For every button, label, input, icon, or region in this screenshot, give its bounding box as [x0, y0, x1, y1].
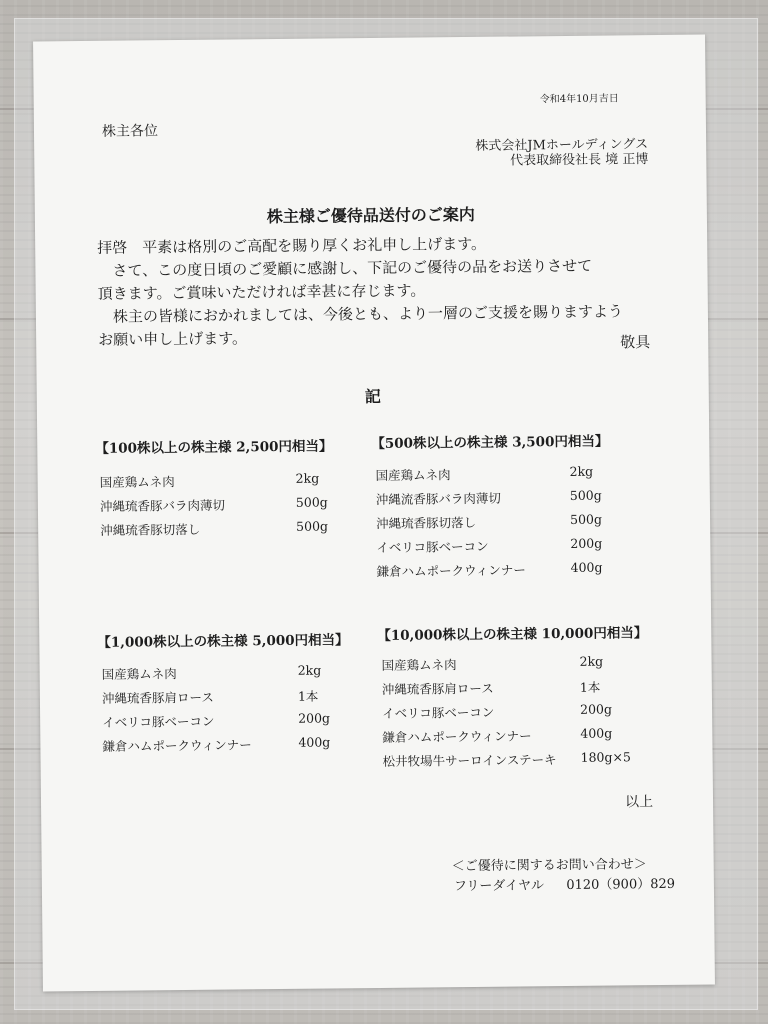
item-qty: 500g: [295, 494, 328, 510]
letter-paper: [33, 35, 715, 992]
item-qty: 180g×5: [580, 749, 631, 765]
tier-heading: 【10,000株以上の株主様 10,000円相当】: [377, 625, 648, 644]
body-line: さて、この度日頃のご愛顧に感謝し、下記のご優待の品をお送りさせて: [97, 256, 593, 280]
item-qty: 1本: [579, 679, 601, 695]
item-qty: 500g: [569, 511, 603, 527]
item-name: 国産鶏ムネ肉: [101, 666, 177, 682]
item-name: 国産鶏ムネ肉: [375, 467, 451, 483]
inquiry-title: ＜ご優待に関するお問い合わせ＞: [451, 857, 647, 875]
company-name: 株式会社JMホールディングス: [475, 137, 649, 154]
ijo-closing: 以上: [624, 794, 654, 811]
item-qty: 2kg: [295, 470, 320, 486]
item-qty: 500g: [569, 487, 602, 503]
inquiry-number: 0120（900）829: [566, 876, 676, 894]
item-name: イベリコ豚ベーコン: [382, 704, 495, 721]
tier-heading: 【1,000株以上の株主様 5,000円相当】: [97, 632, 349, 651]
body-line: 頂きます。ご賞味いただければ幸甚に存じます。: [97, 281, 426, 303]
item-name: 沖縄琉香豚切落し: [100, 521, 201, 538]
letter-date: 令和4年10月吉日: [539, 93, 619, 106]
item-qty: 200g: [298, 710, 331, 726]
item-name: 鎌倉ハムポークウィンナー: [102, 737, 252, 754]
closing-keigu: 敬具: [620, 333, 651, 352]
representative-name: 代表取締役社長 境 正博: [509, 152, 649, 169]
inquiry-label: フリーダイヤル: [453, 878, 545, 895]
tier-heading: 【100株以上の株主様 2,500円相当】: [95, 438, 333, 457]
ki-heading: 記: [364, 386, 381, 407]
item-qty: 200g: [570, 535, 603, 551]
addressee: 株主各位: [101, 123, 159, 140]
item-qty: 400g: [570, 559, 603, 575]
item-name: 沖縄琉香豚バラ肉薄切: [99, 497, 226, 514]
item-name: 沖縄琉香豚肩ロース: [101, 689, 214, 706]
item-name: イベリコ豚ベーコン: [102, 713, 215, 730]
letter-title: 株主様ご優待品送付のご案内: [266, 204, 475, 227]
item-name: 沖縄琉香豚切落し: [376, 514, 477, 531]
item-qty: 200g: [579, 701, 613, 717]
item-qty: 500g: [296, 518, 329, 534]
item-qty: 2kg: [579, 653, 604, 669]
item-name: 鎌倉ハムポークウィンナー: [376, 562, 526, 579]
body-line: 拝啓 平素は格別のご高配を賜り厚くお礼申し上げます。: [97, 234, 487, 257]
body-line: 株主の皆様におかれましては、今後とも、より一層のご支援を賜りますよう: [97, 302, 624, 326]
body-line: お願い申し上げます。: [98, 329, 248, 349]
item-name: 松井牧場牛サーロインステーキ: [382, 752, 557, 769]
item-name: イベリコ豚ベーコン: [376, 538, 489, 555]
item-name: 沖縄流香豚バラ肉薄切: [375, 490, 501, 507]
item-name: 国産鶏ムネ肉: [381, 657, 457, 673]
item-qty: 2kg: [297, 662, 322, 678]
item-qty: 2kg: [569, 463, 594, 479]
tier-heading: 【500株以上の株主様 3,500円相当】: [371, 433, 609, 453]
item-qty: 400g: [298, 734, 331, 750]
inquiry-phone: [454, 873, 675, 894]
item-name: 国産鶏ムネ肉: [99, 474, 175, 490]
item-qty: 1本: [297, 688, 319, 704]
item-qty: 400g: [580, 725, 613, 741]
item-name: 鎌倉ハムポークウィンナー: [382, 728, 532, 745]
item-name: 沖縄琉香豚肩ロース: [381, 680, 494, 697]
